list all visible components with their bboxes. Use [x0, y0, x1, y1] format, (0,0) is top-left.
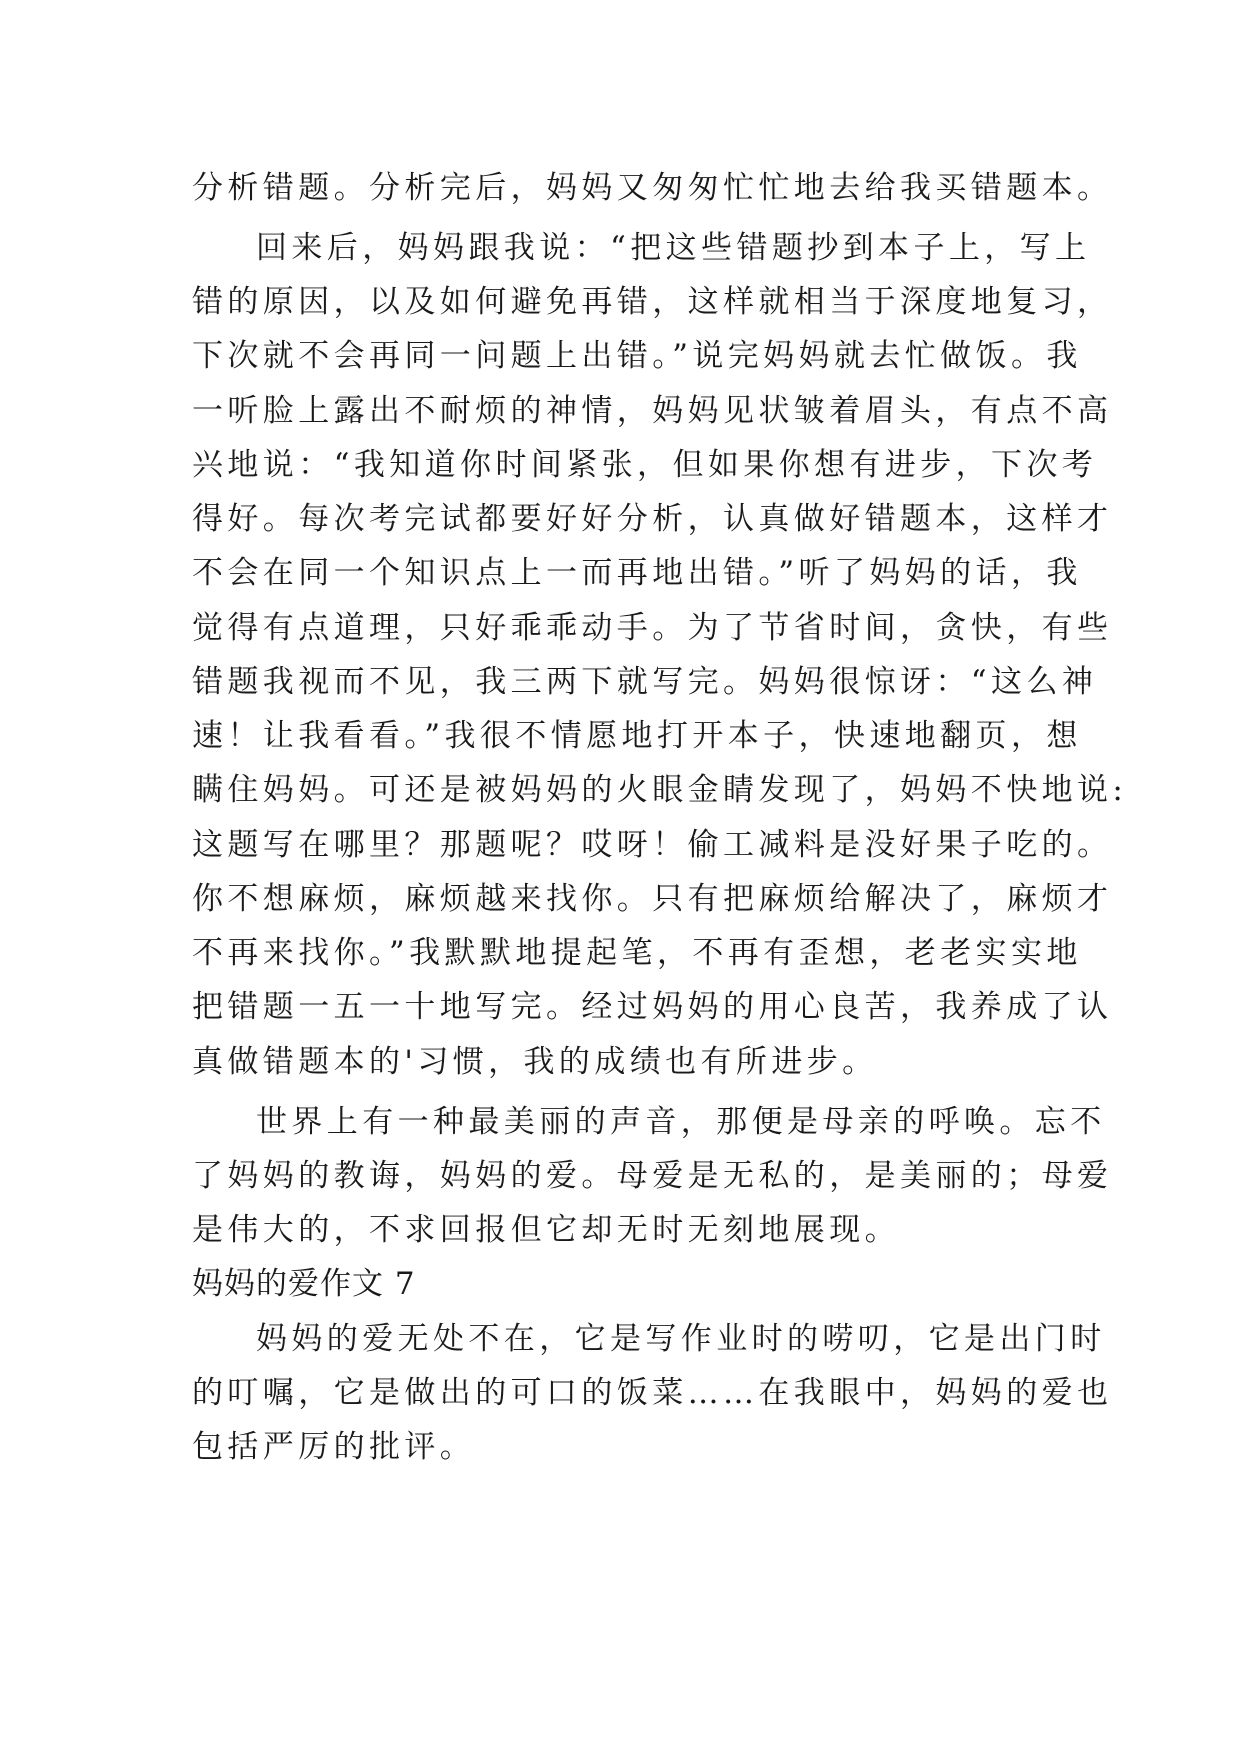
- text-line: 一听脸上露出不耐烦的神情，妈妈见状皱着眉头，有点不高: [192, 393, 1113, 429]
- paragraph-start-line: 妈妈的爱无处不在，它是写作业时的唠叨，它是出门时: [256, 1321, 1106, 1357]
- section-heading: 妈妈的爱作文 7: [192, 1266, 416, 1302]
- text-line: 是伟大的，不求回报但它却无时无刻地展现。: [192, 1212, 900, 1248]
- text-line: 包括严厉的批评。: [192, 1429, 476, 1465]
- text-line: 兴地说：“我知道你时间紧张，但如果你想有进步，下次考: [192, 447, 1098, 483]
- text-line: 分析错题。分析完后，妈妈又匆匆忙忙地去给我买错题本。: [192, 170, 1113, 206]
- text-line: 速！让我看看。”我很不情愿地打开本子，快速地翻页，想: [192, 718, 1082, 754]
- text-line: 得好。每次考完试都要好好分析，认真做好错题本，这样才: [192, 501, 1113, 537]
- text-line: 这题写在哪里？那题呢？哎呀！偷工减料是没好果子吃的。: [192, 827, 1113, 863]
- paragraph-start-line: 回来后，妈妈跟我说：“把这些错题抄到本子上，写上: [256, 230, 1091, 266]
- text-line: 觉得有点道理，只好乖乖动手。为了节省时间，贪快，有些: [192, 610, 1113, 646]
- text-line: 下次就不会再同一问题上出错。”说完妈妈就去忙做饭。我: [192, 338, 1082, 374]
- text-line: 错的原因，以及如何避免再错，这样就相当于深度地复习，: [192, 284, 1113, 320]
- text-line: 你不想麻烦，麻烦越来找你。只有把麻烦给解决了，麻烦才: [192, 881, 1113, 917]
- text-line: 的叮嘱，它是做出的可口的饭菜……在我眼中，妈妈的爱也: [192, 1375, 1113, 1411]
- text-line: 把错题一五一十地写完。经过妈妈的用心良苦，我养成了认: [192, 989, 1113, 1025]
- paragraph-start-line: 世界上有一种最美丽的声音，那便是母亲的呼唤。忘不: [256, 1104, 1106, 1140]
- text-line: 不再来找你。”我默默地提起笔，不再有歪想，老老实实地: [192, 935, 1082, 971]
- text-line: 不会在同一个知识点上一而再地出错。”听了妈妈的话，我: [192, 555, 1082, 591]
- text-line: 错题我视而不见，我三两下就写完。妈妈很惊讶：“这么神: [192, 664, 1098, 700]
- text-line: 了妈妈的教诲，妈妈的爱。母爱是无私的，是美丽的；母爱: [192, 1158, 1113, 1194]
- text-line: 真做错题本的'习惯，我的成绩也有所进步。: [192, 1044, 878, 1080]
- text-line: 瞒住妈妈。可还是被妈妈的火眼金睛发现了，妈妈不快地说:: [192, 772, 1128, 808]
